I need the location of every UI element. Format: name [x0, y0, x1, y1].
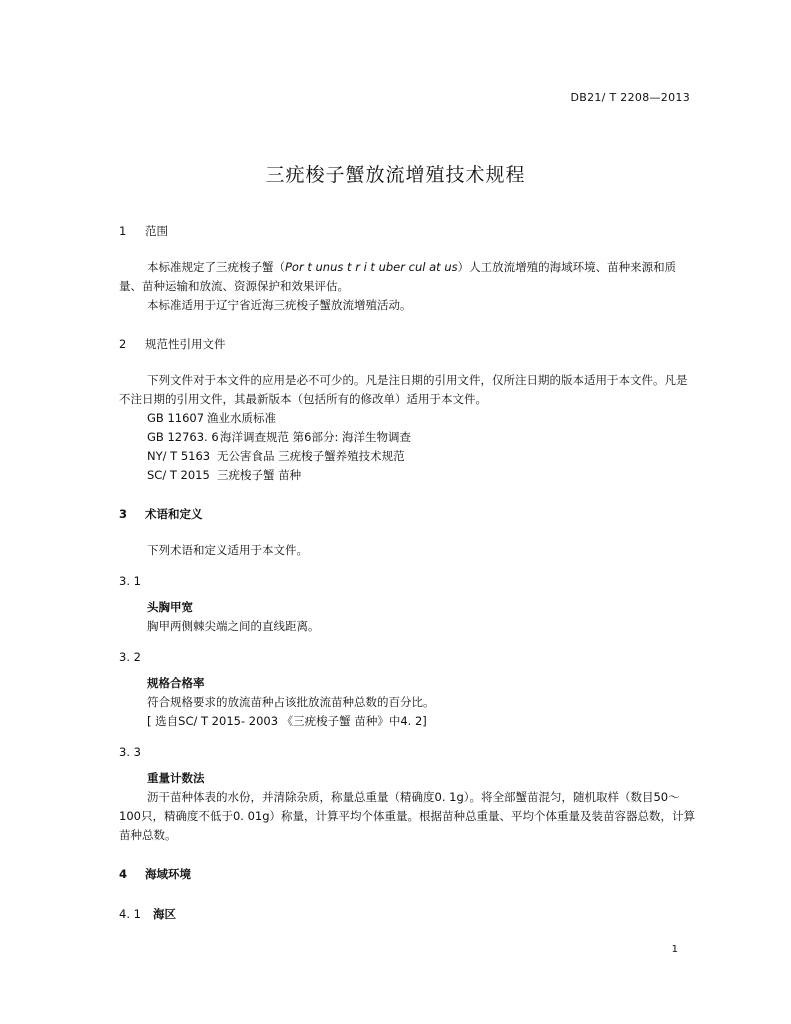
ref-item — [147, 466, 301, 485]
ref-code: SC/ T 2015 — [147, 468, 210, 482]
term-number: 3. 2 — [119, 650, 141, 664]
section-title: 海域环境 — [145, 867, 191, 881]
subsection-title: 海区 — [153, 907, 176, 921]
ref-code: NY/ T 5163 — [147, 449, 211, 463]
ref-item — [147, 447, 405, 466]
section-1-heading — [119, 223, 168, 239]
ref-item — [147, 409, 276, 428]
page-number: 1 — [671, 944, 678, 955]
term-number: 3. 1 — [119, 574, 141, 588]
ref-name: 渔业水质标准 — [207, 411, 276, 425]
term-number: 3. 3 — [119, 745, 141, 759]
scope-text-a: 本标准规定了三疣梭子蟹（ — [147, 260, 285, 274]
document-title: 三疣梭子蟹放流增殖技术规程 — [265, 164, 526, 186]
latin-name: Por t unus t r i t uber cul at us — [285, 260, 458, 274]
scope-text-b: ）人工放流增殖的海域环境、苗种来源和质量、苗种运输和放流、资源保护和效果评估。 — [119, 260, 677, 293]
doc-code: DB21/ T 2208—2013 — [570, 91, 690, 104]
ref-name: 无公害食品 三疣梭子蟹养殖技术规范 — [217, 449, 405, 463]
section-title: 范围 — [145, 224, 168, 238]
term-title: 重量计数法 — [147, 771, 205, 785]
ref-name: 三疣梭子蟹 苗种 — [217, 468, 302, 482]
section-number: 4 — [119, 867, 128, 881]
subsection-number: 4. 1 — [119, 907, 141, 921]
section-3-heading — [119, 506, 203, 522]
section-number: 1 — [119, 224, 127, 238]
subsection-4-1-heading — [119, 906, 176, 922]
ref-code: GB 11607 — [147, 411, 205, 425]
term-title: 规格合格率 — [147, 676, 205, 690]
section-number: 3 — [119, 507, 128, 521]
section-2-heading — [119, 336, 226, 352]
scope-paragraph-1 — [119, 258, 695, 296]
section-4-heading — [119, 866, 191, 882]
ref-item — [147, 428, 411, 447]
terms-intro: 下列术语和定义适用于本文件。 — [147, 543, 308, 557]
ref-code: GB 12763. 6 — [147, 430, 219, 444]
scope-paragraph-2: 本标准适用于辽宁省近海三疣梭子蟹放流增殖活动。 — [147, 298, 412, 312]
refs-intro: 下列文件对于本文件的应用是必不可少的。凡是注日期的引用文件，仅所注日期的版本适用于本文件。凡是不注日期的引用文件，其最新版本（包括所有的修改单）适用于本文件。 — [119, 373, 688, 406]
term-definition: 沥干苗种体表的水份，并清除杂质，称量总重量（精确度0. 1g）。将全部蟹苗混匀，随机取样（数目50～100只，精确度不低于0. 01g）称量，计算平均个体重量。根据苗种总重量、平均个体重量及装苗容器总数，计算苗种总数。 — [119, 790, 696, 842]
term-definition: 胸甲两侧棘尖端之间的直线距离。 — [147, 619, 320, 633]
term-source-note: [ 选自SC/ T 2015- 2003 《三疣梭子蟹 苗种》中4. 2] — [147, 714, 427, 728]
section-title: 规范性引用文件 — [145, 337, 226, 351]
term-title: 头胸甲宽 — [147, 600, 193, 614]
term-definition: 符合规格要求的放流苗种占该批放流苗种总数的百分比。 — [147, 695, 435, 709]
section-title: 术语和定义 — [145, 507, 203, 521]
section-number: 2 — [119, 337, 127, 351]
ref-name: 海洋调查规范 第6部分: 海洋生物调查 — [220, 430, 412, 444]
